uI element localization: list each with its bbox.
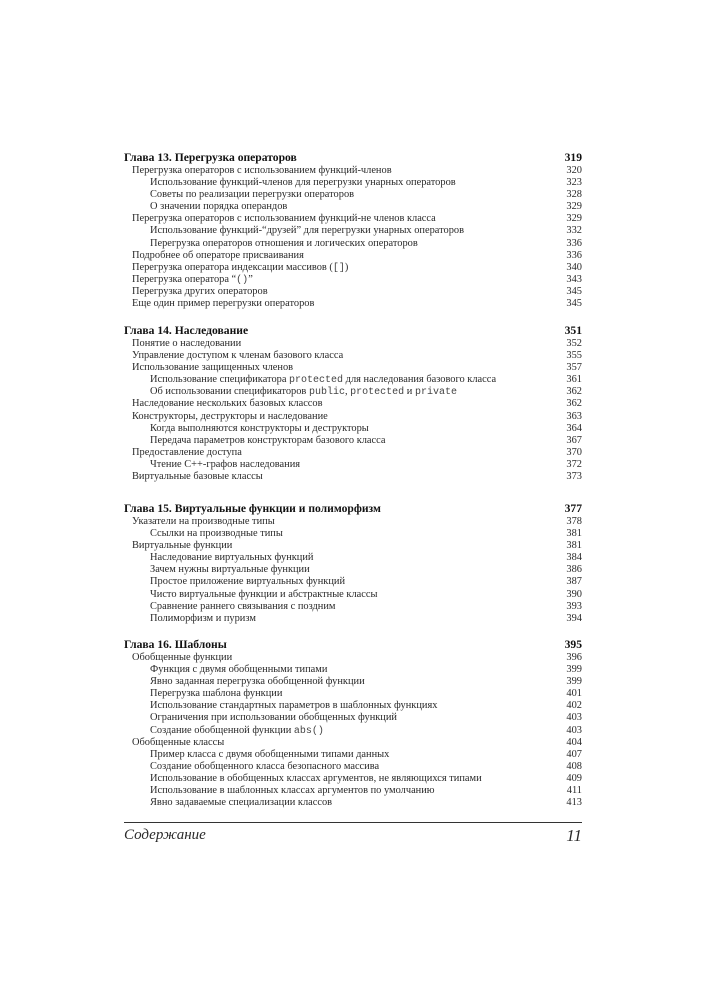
toc-entry-title <box>132 250 304 261</box>
toc-entry-page: 404 <box>566 736 582 748</box>
toc-entry-title <box>150 761 379 772</box>
toc-entry-page: 381 <box>566 528 582 540</box>
toc-entry-title <box>132 398 323 409</box>
toc-entry[interactable] <box>124 652 582 664</box>
toc-entry-title <box>150 749 389 760</box>
toc-entry[interactable] <box>124 797 582 809</box>
entry-text: Передача параметров конструкторам базового класса <box>150 434 386 446</box>
entry-text: ” <box>248 273 253 285</box>
toc-entry[interactable] <box>124 447 582 459</box>
entry-text: Зачем нужны виртуальные функции <box>150 564 310 576</box>
entry-text: Перегрузка оператора индексации массивов ( <box>132 261 333 273</box>
toc-entry[interactable] <box>124 338 582 350</box>
toc-entry[interactable] <box>124 700 582 712</box>
toc-entry-page: 403 <box>566 724 582 736</box>
toc-entry-title <box>132 350 343 361</box>
toc-entry-page: 399 <box>566 676 582 688</box>
toc-entry[interactable] <box>124 737 582 749</box>
toc-entry-page: 372 <box>566 458 582 470</box>
toc-entry-title <box>132 516 275 527</box>
entry-text: Использование функций-“друзей” для перегрузки унарных операторов <box>150 225 465 237</box>
toc-entry[interactable] <box>124 773 582 785</box>
entry-text: Явно задаваемые специализации классов <box>150 797 333 809</box>
toc-entry-page: 401 <box>566 688 582 700</box>
entry-text: Перегрузка операторов с использованием функций-не членов класса <box>132 213 436 225</box>
toc-entry[interactable] <box>124 423 582 435</box>
toc-entry-page: 394 <box>566 612 582 624</box>
toc-entry-page: 387 <box>566 576 582 588</box>
entry-text: Использование в шаблонных классах аргументов по умолчанию <box>150 785 435 797</box>
entry-text: Перегрузка оператора “ <box>132 273 237 285</box>
code-text: [] <box>332 262 345 274</box>
toc-entry-page: 399 <box>566 664 582 676</box>
toc-entry-page: 343 <box>566 273 582 285</box>
entry-text: Об использовании спецификаторов <box>150 386 309 398</box>
toc-entry[interactable] <box>124 250 582 262</box>
entry-text: ) <box>344 261 349 273</box>
toc-entry-page: 413 <box>566 797 582 809</box>
toc-entry-title <box>150 238 418 249</box>
toc-entry-title <box>150 601 335 612</box>
entry-text: , <box>344 386 351 398</box>
toc-entry-page: 402 <box>566 700 582 712</box>
toc-entry-title <box>132 298 314 309</box>
toc-entry-page: 381 <box>566 540 582 552</box>
toc-entry[interactable] <box>124 286 582 298</box>
toc-entry[interactable] <box>124 552 582 564</box>
toc-entry-page: 407 <box>566 748 582 760</box>
entry-text: Использование защищенных членов <box>132 362 294 374</box>
toc-entry-page: 403 <box>566 712 582 724</box>
toc-entry[interactable] <box>124 459 582 471</box>
chapter-page: 395 <box>564 638 582 651</box>
entry-text: Чисто виртуальные функции и абстрактные классы <box>150 588 378 600</box>
toc-entry[interactable] <box>124 516 582 528</box>
toc-entry-title <box>150 589 377 600</box>
toc-entry-page: 378 <box>566 516 582 527</box>
toc-entry-title <box>150 676 365 687</box>
toc-entry[interactable] <box>124 386 582 398</box>
running-title: Содержание <box>124 827 206 843</box>
entry-text: Создание обобщенного класса безопасного массива <box>150 760 380 772</box>
entry-text: Перегрузка других операторов <box>132 285 268 297</box>
entry-text: Еще один пример перегрузки операторов <box>132 298 315 310</box>
toc-entry-page: 390 <box>566 588 582 600</box>
toc-entry-title <box>150 201 287 212</box>
toc-entry[interactable] <box>124 576 582 588</box>
toc-entry-title <box>150 423 369 434</box>
toc-entry-page: 409 <box>566 772 582 784</box>
toc-entry[interactable] <box>124 274 582 286</box>
toc-entry-page: 329 <box>566 213 582 225</box>
toc-entry-page: 345 <box>566 285 582 297</box>
chapter-title: Глава 14. Наследование <box>124 324 249 337</box>
entry-text: О значении порядка операндов <box>150 201 288 213</box>
toc-entry-page: 396 <box>566 652 582 663</box>
entry-text: Использование спецификатора <box>150 374 290 386</box>
toc-entry-title <box>150 225 464 236</box>
toc-entry-title <box>132 411 328 422</box>
toc-entry[interactable] <box>124 411 582 423</box>
toc-entry-page: 386 <box>566 564 582 576</box>
toc-entry-page: 320 <box>566 165 582 176</box>
toc-entry-page: 323 <box>566 177 582 189</box>
toc-entry-page: 362 <box>566 398 582 410</box>
toc-entry-page: 357 <box>566 362 582 374</box>
entry-text: Указатели на производные типы <box>132 516 275 527</box>
toc-entry-page: 393 <box>566 600 582 612</box>
toc-entry[interactable] <box>124 165 582 177</box>
toc-chapter-14 <box>124 324 582 483</box>
entry-text: Перегрузка операторов с использованием функций-членов <box>132 165 392 176</box>
toc-entry-title <box>132 737 224 748</box>
toc-entry[interactable] <box>124 688 582 700</box>
entry-text: Простое приложение виртуальных функций <box>150 576 346 588</box>
entry-text: Виртуальные базовые классы <box>132 471 263 483</box>
chapter-page: 351 <box>564 324 582 337</box>
toc-entry-page: 352 <box>566 338 582 349</box>
toc-entry-page: 373 <box>566 471 582 483</box>
toc-entry-title <box>150 785 435 796</box>
toc-entry-page: 340 <box>566 261 582 273</box>
toc-entry-page: 336 <box>566 249 582 261</box>
toc-entry-page: 332 <box>566 225 582 237</box>
toc-entry[interactable] <box>124 676 582 688</box>
chapter-title: Глава 15. Виртуальные функции и полиморфизм <box>124 502 381 515</box>
toc-entry[interactable] <box>124 262 582 274</box>
entry-text: Предоставление доступа <box>132 446 242 458</box>
toc-entry-title <box>132 362 293 373</box>
page-number: 11 <box>566 826 582 845</box>
toc-entry[interactable] <box>124 177 582 189</box>
chapter-heading <box>124 151 582 165</box>
entry-text: Пример класса с двумя обобщенными типами данных <box>150 748 390 760</box>
toc-entry[interactable] <box>124 398 582 410</box>
toc-entry-page: 361 <box>566 374 582 386</box>
code-text: () <box>236 274 249 286</box>
toc-entry-title <box>150 459 300 470</box>
page-footer <box>124 827 582 844</box>
chapter-title: Глава 13. Перегрузка операторов <box>124 151 297 164</box>
entry-text: Наследование виртуальных функций <box>150 552 314 564</box>
toc-entry-page: 328 <box>566 189 582 201</box>
chapter-heading <box>124 502 582 516</box>
toc-entry-title <box>150 564 310 575</box>
entry-text: Обобщенные классы <box>132 736 225 748</box>
entry-text: Наследование нескольких базовых классов <box>132 398 323 410</box>
toc-entry-page: 364 <box>566 422 582 434</box>
entry-text: Перегрузка операторов отношения и логических операторов <box>150 237 418 249</box>
entry-text: Виртуальные функции <box>132 540 233 552</box>
toc-entry-page: 408 <box>566 760 582 772</box>
toc-entry[interactable] <box>124 564 582 576</box>
entry-text: и <box>404 386 415 398</box>
toc-entry-title <box>132 274 253 285</box>
toc-entry[interactable] <box>124 471 582 483</box>
toc-entry-title <box>150 613 256 624</box>
toc-entry[interactable] <box>124 613 582 625</box>
toc-entry-page: 336 <box>566 237 582 249</box>
entry-text: Понятие о наследовании <box>132 338 242 349</box>
entry-text: Явно заданная перегрузка обобщенной функции <box>150 676 365 688</box>
toc-entry[interactable] <box>124 435 582 447</box>
entry-text: Управление доступом к членам базового класса <box>132 350 344 362</box>
entry-text: Создание обобщенной функции <box>150 724 294 736</box>
toc-entry-title <box>132 540 232 551</box>
toc-entry-page: 370 <box>566 446 582 458</box>
toc-entry-title <box>150 528 283 539</box>
footer-divider <box>124 822 582 823</box>
toc-entry-page: 345 <box>566 298 582 310</box>
entry-text: Когда выполняются конструкторы и деструкторы <box>150 422 369 434</box>
toc-entry-page: 411 <box>566 785 582 797</box>
toc-entry[interactable] <box>124 761 582 773</box>
code-text: abs() <box>293 725 324 737</box>
chapter-heading <box>124 324 582 338</box>
toc-chapter-13 <box>124 151 582 310</box>
entry-text: Функция с двумя обобщенными типами <box>150 664 328 676</box>
toc-entry[interactable] <box>124 540 582 552</box>
toc-entry[interactable] <box>124 189 582 201</box>
entry-text: Конструкторы, деструкторы и наследование <box>132 410 328 422</box>
toc-entry-title <box>150 773 482 784</box>
entry-text: Использование функций-членов для перегрузки унарных операторов <box>150 177 456 189</box>
toc-entry[interactable] <box>124 374 582 386</box>
toc-entry[interactable] <box>124 589 582 601</box>
toc-entry-title <box>150 797 332 808</box>
toc-entry-title <box>150 386 457 397</box>
entry-text: для наследования базового класса <box>343 374 497 386</box>
toc-entry-page: 367 <box>566 434 582 446</box>
toc-entry-title <box>150 664 327 675</box>
toc-chapter-16 <box>124 638 582 809</box>
entry-text: Подробнее об операторе присваивания <box>132 249 304 261</box>
entry-text: Использование стандартных параметров в шаблонных функциях <box>150 700 438 712</box>
toc-entry[interactable] <box>124 712 582 724</box>
toc-entry-page: 362 <box>566 386 582 398</box>
entry-text: Советы по реализации перегрузки операторов <box>150 189 355 201</box>
toc-entry-title <box>150 712 397 723</box>
toc-entry-title <box>132 447 242 458</box>
toc-entry-title <box>132 286 268 297</box>
toc-chapter-15 <box>124 502 582 625</box>
entry-text: Использование в обобщенных классах аргументов, не являющихся типами <box>150 772 482 784</box>
toc-entry[interactable] <box>124 664 582 676</box>
toc-entry-title <box>150 189 354 200</box>
toc-entry-title <box>132 165 392 176</box>
toc-entry[interactable] <box>124 725 582 737</box>
entry-text: Полиморфизм и пуризм <box>150 612 256 624</box>
chapter-page: 319 <box>564 151 582 164</box>
code-text: protected <box>350 387 405 399</box>
toc-entry[interactable] <box>124 298 582 310</box>
toc-entry-title <box>132 338 241 349</box>
toc-entry[interactable] <box>124 350 582 362</box>
toc-entry-title <box>150 725 324 736</box>
toc-entry-title <box>132 471 263 482</box>
toc-entry-title <box>132 262 348 273</box>
chapter-heading <box>124 638 582 652</box>
toc-entry[interactable] <box>124 225 582 237</box>
code-text: protected <box>289 375 344 387</box>
entry-text: Обобщенные функции <box>132 652 233 663</box>
toc-entry-title <box>150 700 437 711</box>
toc-entry[interactable] <box>124 749 582 761</box>
toc-entry[interactable] <box>124 601 582 613</box>
chapter-title: Глава 16. Шаблоны <box>124 638 227 651</box>
toc-entry-title <box>132 652 232 663</box>
toc-entry-title <box>150 688 282 699</box>
toc-entry[interactable] <box>124 785 582 797</box>
entry-text: Ссылки на производные типы <box>150 528 283 540</box>
toc-entry[interactable] <box>124 238 582 250</box>
toc-entry-title <box>132 213 436 224</box>
toc-entry-page: 384 <box>566 552 582 564</box>
toc-entry[interactable] <box>124 362 582 374</box>
toc-entry-title <box>150 552 314 563</box>
entry-text: Чтение C++-графов наследования <box>150 458 301 470</box>
toc-entry-page: 355 <box>566 350 582 362</box>
toc-entry[interactable] <box>124 528 582 540</box>
toc-entry-page: 363 <box>566 410 582 422</box>
toc-entry-page: 329 <box>566 201 582 213</box>
toc-entry-title <box>150 435 386 446</box>
code-text: private <box>414 387 457 399</box>
entry-text: Сравнение раннего связывания с поздним <box>150 600 336 612</box>
toc-entry-title <box>150 576 345 587</box>
code-text: public <box>308 387 345 399</box>
chapter-page: 377 <box>564 502 582 515</box>
toc-entry-title <box>150 374 496 385</box>
entry-text: Ограничения при использовании обобщенных функций <box>150 712 397 724</box>
toc-entry[interactable] <box>124 201 582 213</box>
entry-text: Перегрузка шаблона функции <box>150 688 283 700</box>
toc-entry-title <box>150 177 456 188</box>
toc-entry[interactable] <box>124 213 582 225</box>
